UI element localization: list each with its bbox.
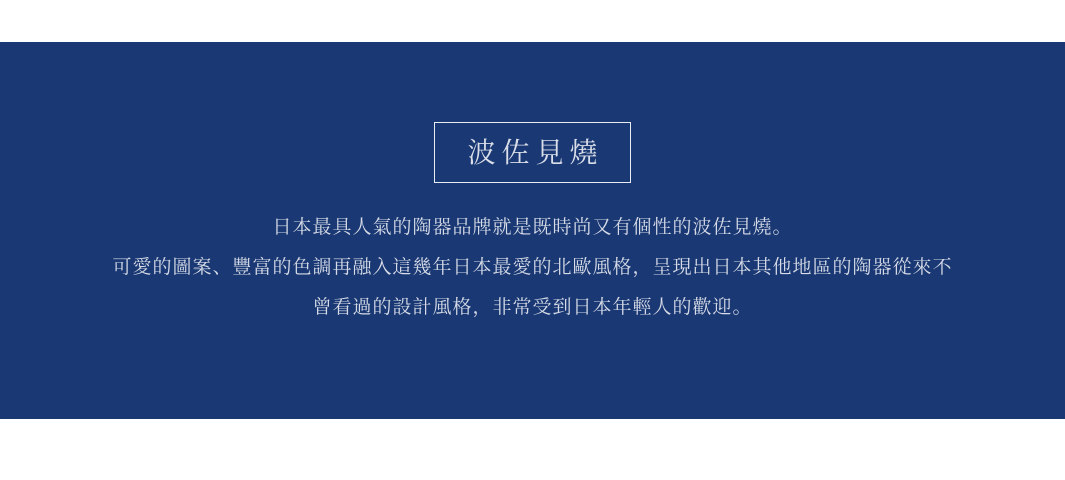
banner-description [53,208,1013,328]
banner-description-line-2: 可愛的圖案、豐富的色調再融入這幾年日本最愛的北歐風格，呈現出日本其他地區的陶器從來不 [112,257,953,278]
banner-description-line-3: 曾看過的設計風格，非常受到日本年輕人的歡迎。 [312,297,753,318]
section-title-box [434,122,630,183]
hasami-ware-banner-section [0,42,1065,419]
banner-description-line-1: 日本最具人氣的陶器品牌就是既時尚又有個性的波佐見燒。 [272,217,793,238]
section-title: 波佐見燒 [467,137,604,168]
